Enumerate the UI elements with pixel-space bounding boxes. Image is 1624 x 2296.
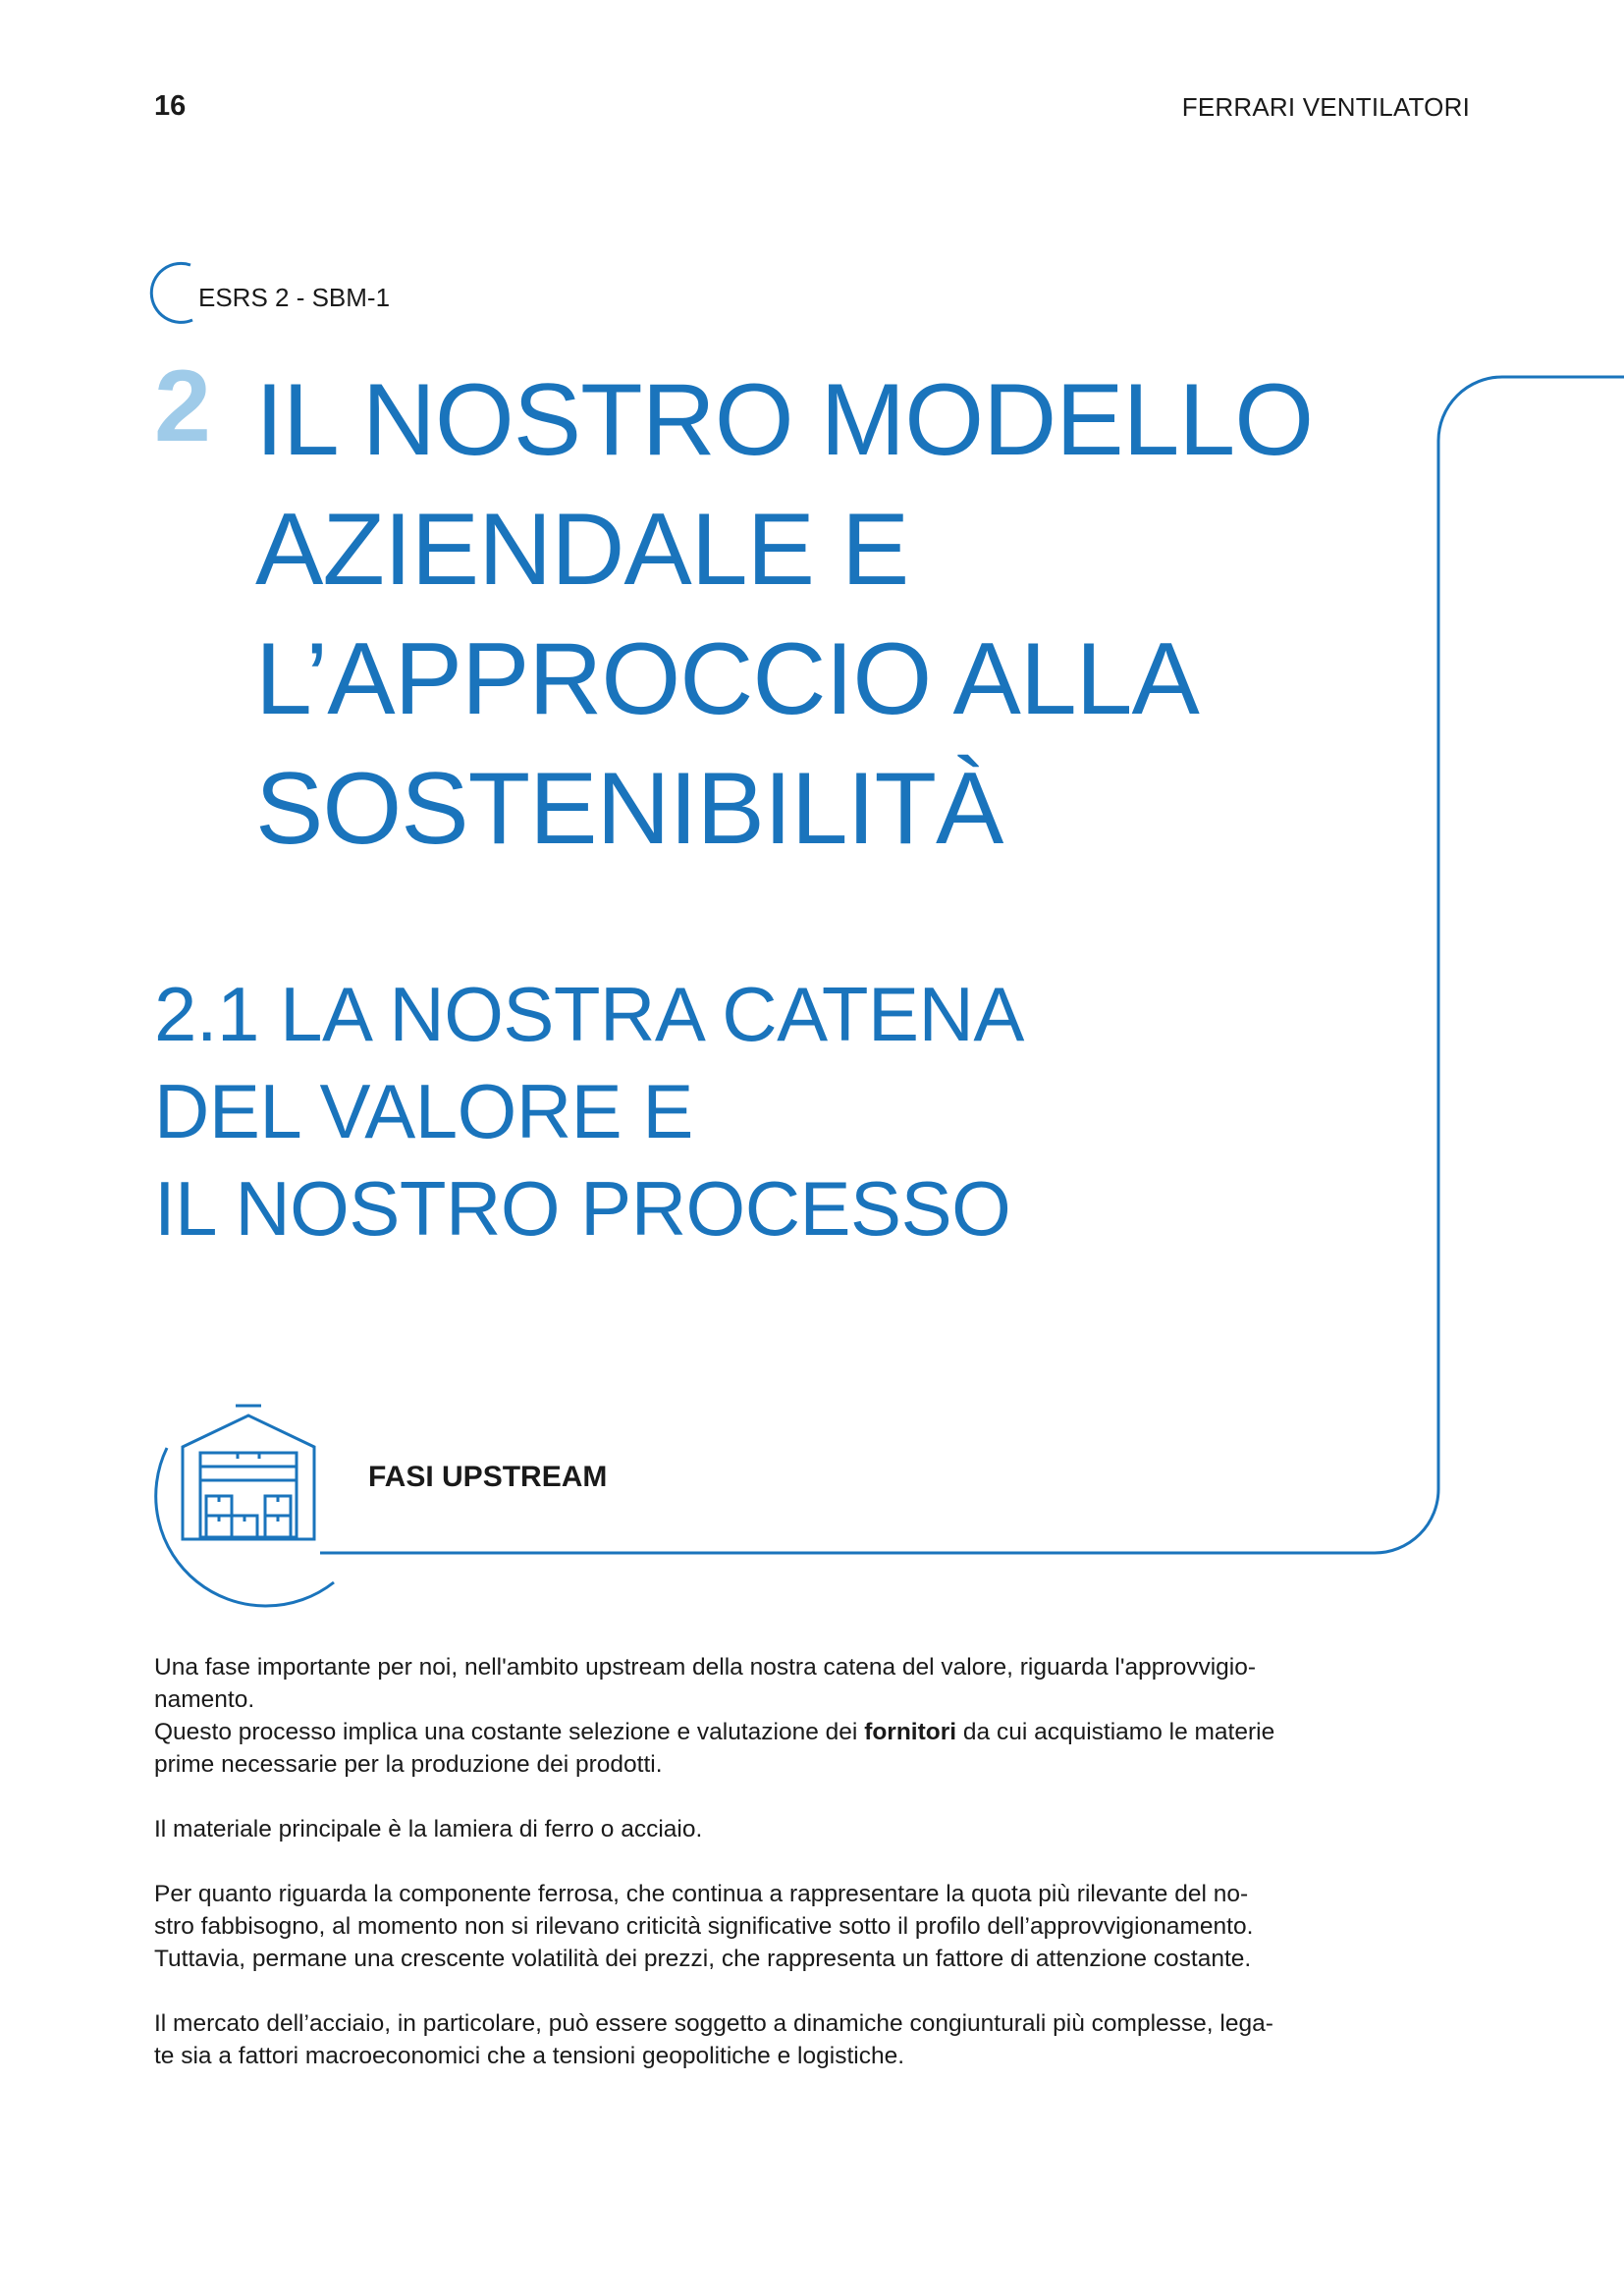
text-line: stro fabbisogno, al momento non si rilevano criticità significative sotto il profilo dell’approvvigionamento. <box>154 1913 1254 1940</box>
chapter-title-line: AZIENDALE E <box>255 493 909 607</box>
section-title-line: IL NOSTRO PROCESSO <box>154 1165 1011 1252</box>
phase-title: FASI UPSTREAM <box>368 1461 608 1493</box>
text-line <box>154 1716 1372 1748</box>
text-line: prime necessarie per la produzione dei prodotti. <box>154 1751 663 1778</box>
section-title-line: 2.1 LA NOSTRA CATENA <box>154 971 1024 1057</box>
paragraph <box>154 2007 1372 2072</box>
paragraph <box>154 1878 1372 1975</box>
warehouse-icon <box>177 1402 320 1543</box>
body-text <box>154 1651 1372 2105</box>
chapter-title-line: SOSTENIBILITÀ <box>255 752 1003 866</box>
text-line: te sia a fattori macroeconomici che a tensioni geopolitiche e logistiche. <box>154 2043 904 2069</box>
company-name: FERRARI VENTILATORI <box>1181 92 1470 122</box>
text-line: Per quanto riguarda la componente ferrosa, che continua a rappresentare la quota più rilevante del no- <box>154 1881 1249 1907</box>
chapter-title-line: L’APPROCCIO ALLA <box>255 622 1199 736</box>
bold-term: fornitori <box>864 1719 957 1745</box>
text-line: Il mercato dell’acciaio, in particolare, può essere soggetto a dinamiche congiunturali più complesse, lega- <box>154 2010 1273 2037</box>
text-line: Una fase importante per noi, nell'ambito upstream della nostra catena del valore, riguarda l'approvvigio- <box>154 1654 1256 1681</box>
text-line: namento. <box>154 1686 255 1713</box>
text-segment: Questo processo implica una costante selezione e valutazione dei <box>154 1719 865 1745</box>
chapter-title <box>255 355 1434 874</box>
chapter-title-line: IL NOSTRO MODELLO <box>255 363 1314 477</box>
section-title <box>154 966 1024 1257</box>
chapter-number: 2 <box>154 349 211 463</box>
esrs-tag: ESRS 2 - SBM-1 <box>198 283 391 312</box>
text-segment: da cui acquistiamo le materie <box>956 1719 1275 1745</box>
paragraph <box>154 1651 1372 1781</box>
paragraph <box>154 1813 1372 1845</box>
section-title-line: DEL VALORE E <box>154 1068 693 1154</box>
text-line: Il materiale principale è la lamiera di ferro o acciaio. <box>154 1816 703 1842</box>
page-number: 16 <box>154 90 187 122</box>
text-line: Tuttavia, permane una crescente volatilità dei prezzi, che rappresenta un fattore di attenzione costante. <box>154 1946 1252 1972</box>
